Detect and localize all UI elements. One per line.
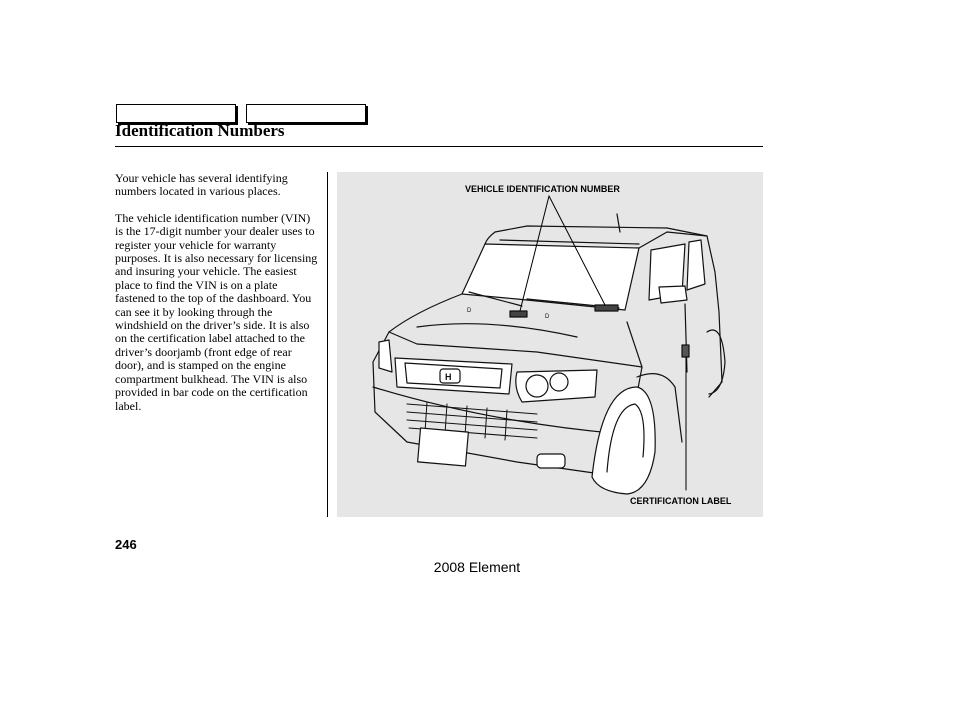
title-divider bbox=[115, 146, 763, 147]
svg-text:H: H bbox=[445, 372, 452, 382]
page-title: Identification Numbers bbox=[115, 121, 285, 140]
svg-text:D: D bbox=[467, 308, 472, 314]
vehicle-figure bbox=[337, 172, 763, 517]
vehicle-illustration-icon bbox=[337, 172, 763, 517]
column-divider bbox=[327, 172, 328, 517]
paragraph-vin: The vehicle identification number (VIN) is the 17-digit number your dealer uses to register your vehicle for warranty purposes. It is also necessary for licensing and insuring your vehicle. The easiest place to find the VIN is on a plate fastened to the top of the dashboard. You can see it by looking through the windshield on the driver’s side. It is also on the certification label attached to the driver’s doorjamb (front edge of rear door), and is stamped on the engine compartment bulkhead. The VIN is also provided in bar code on the certification label. bbox=[115, 210, 318, 413]
page-number: 246 bbox=[115, 537, 137, 552]
certification-label: CERTIFICATION LABEL bbox=[630, 496, 732, 506]
svg-text:D: D bbox=[545, 314, 550, 320]
footer-model: 2008 Element bbox=[433, 559, 521, 575]
body-text bbox=[115, 172, 320, 426]
vin-label: VEHICLE IDENTIFICATION NUMBER bbox=[465, 184, 620, 194]
paragraph-intro: Your vehicle has several identifying numbers located in various places. bbox=[115, 171, 288, 199]
